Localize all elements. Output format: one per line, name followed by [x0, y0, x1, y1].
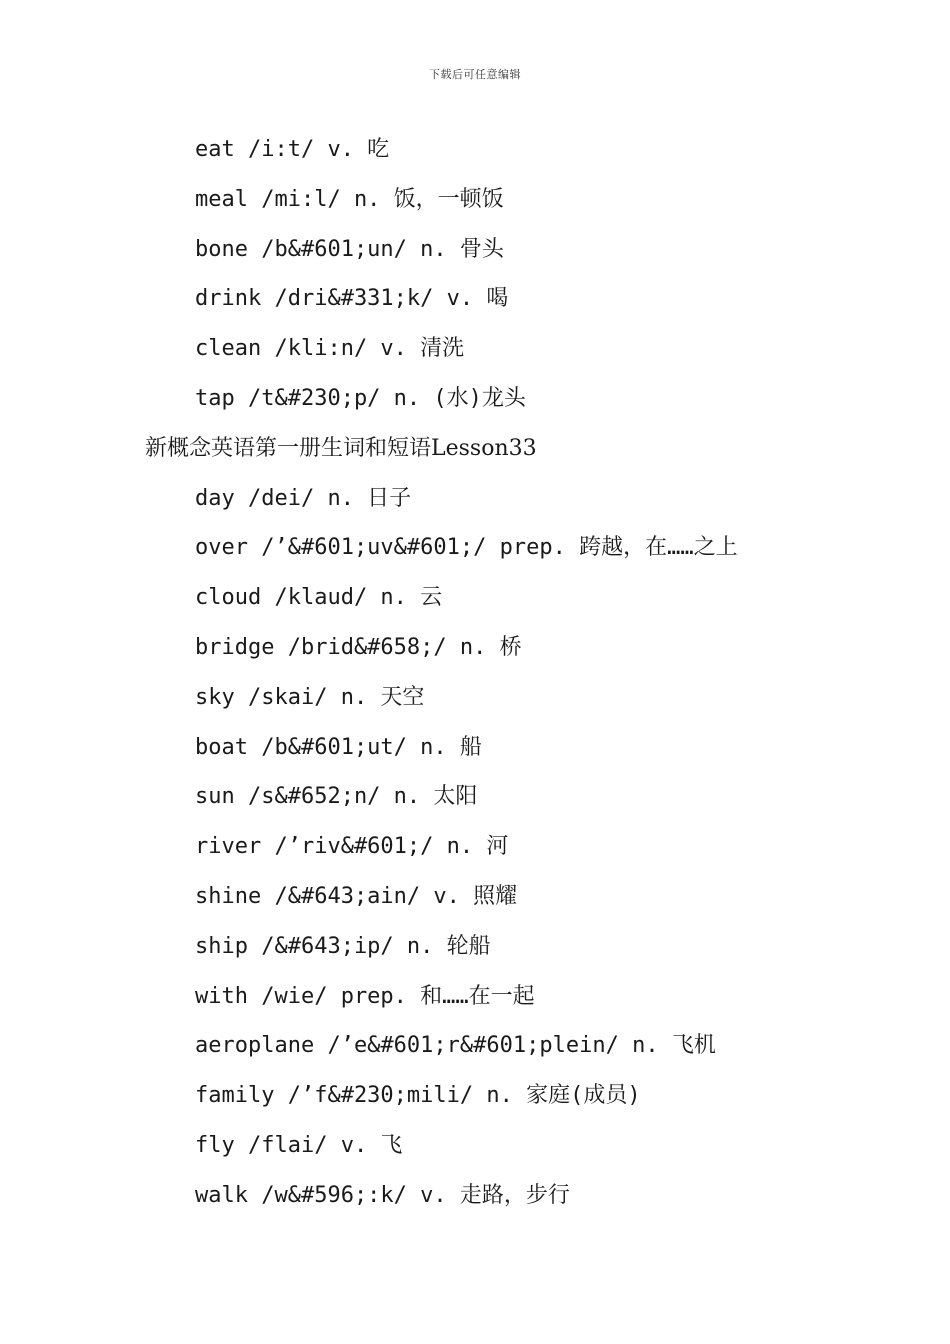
- vocab-entry-tap: tap /t&#230;p/ n. (水)龙头: [195, 385, 526, 411]
- vocab-entry-with: with /wie/ prep. 和……在一起: [195, 983, 535, 1009]
- vocab-entry-bone: bone /b&#601;un/ n. 骨头: [195, 236, 504, 262]
- vocab-entry-sky: sky /skai/ n. 天空: [195, 684, 425, 710]
- vocab-entry-clean: clean /kli:n/ v. 清洗: [195, 336, 465, 362]
- vocab-entry-fly: fly /flai/ v. 飞: [195, 1132, 403, 1158]
- vocab-entry-drink: drink /dri&#331;k/ v. 喝: [195, 286, 509, 312]
- vocab-entry-family: family /’f&#230;mili/ n. 家庭(成员): [195, 1083, 641, 1109]
- vocab-entry-boat: boat /b&#601;ut/ n. 船: [195, 734, 482, 760]
- vocab-entry-river: river /’riv&#601;/ n. 河: [195, 834, 509, 860]
- vocab-entry-aeroplane: aeroplane /’e&#601;r&#601;plein/ n. 飞机: [195, 1033, 716, 1059]
- vocab-entry-meal: meal /mi:l/ n. 饭，一顿饭: [195, 186, 504, 212]
- vocab-entry-over: over /’&#601;uv&#601;/ prep. 跨越，在……之上: [195, 535, 738, 561]
- lesson-heading: 新概念英语第一册生词和短语Lesson33: [145, 435, 537, 461]
- page-header-note: 下载后可任意编辑: [429, 68, 521, 81]
- vocab-entry-shine: shine /&#643;ain/ v. 照耀: [195, 883, 518, 909]
- vocab-entry-eat: eat /i:t/ v. 吃: [195, 137, 390, 162]
- vocab-entry-ship: ship /&#643;ip/ n. 轮船: [195, 933, 491, 959]
- vocab-entry-day: day /dei/ n. 日子: [195, 485, 412, 511]
- vocab-entry-cloud: cloud /klaud/ n. 云: [195, 585, 443, 611]
- vocab-entry-walk: walk /w&#596;:k/ v. 走路，步行: [195, 1182, 570, 1208]
- vocab-entry-bridge: bridge /brid&#658;/ n. 桥: [195, 634, 522, 660]
- vocab-entry-sun: sun /s&#652;n/ n. 太阳: [195, 784, 478, 810]
- vocabulary-list: [0, 125, 950, 1221]
